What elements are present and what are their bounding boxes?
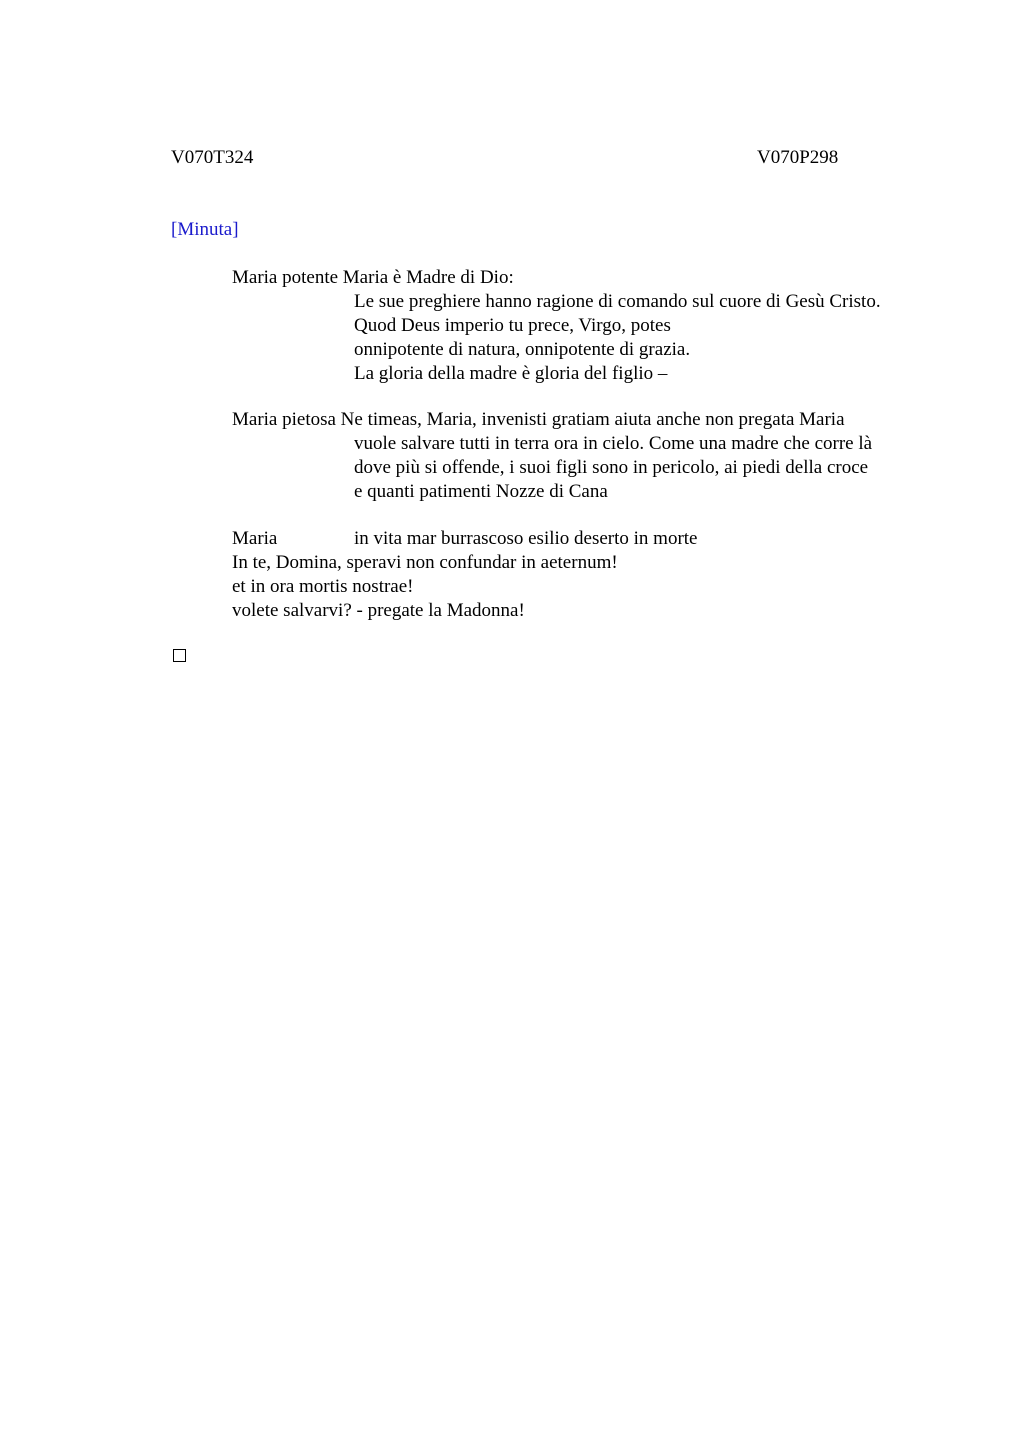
block-lead-line: Maria potente Maria è Madre di Dio: xyxy=(232,267,514,288)
block-line: Quod Deus imperio tu prece, Virgo, potes xyxy=(354,315,671,336)
block-line: In te, Domina, speravi non confundar in aeternum! xyxy=(232,552,618,573)
block-line: et in ora mortis nostrae! xyxy=(232,576,414,597)
block-line: La gloria della madre è gloria del figlio – xyxy=(354,363,668,384)
block-label: Maria xyxy=(232,528,278,549)
block-line: in vita mar burrascoso esilio deserto in morte xyxy=(354,528,698,549)
block-line: onnipotente di natura, onnipotente di grazia. xyxy=(354,339,691,360)
block-line: dove più si offende, i suoi figli sono in pericolo, ai piedi della croce xyxy=(354,457,869,478)
document-code-left: V070T324 xyxy=(171,147,254,168)
block-lead-line: Maria pietosa Ne timeas, Maria, invenisti gratiam aiuta anche non pregata Maria xyxy=(232,409,845,430)
block-line: vuole salvare tutti in terra ora in cielo. Come una madre che corre là xyxy=(354,433,873,454)
checkbox-square-icon xyxy=(173,649,186,662)
block-line: e quanti patimenti Nozze di Cana xyxy=(354,481,608,502)
document-code-right: V070P298 xyxy=(757,147,839,168)
block-line: volete salvarvi? - pregate la Madonna! xyxy=(232,600,525,621)
section-label: [Minuta] xyxy=(171,219,239,240)
block-line: Le sue preghiere hanno ragione di comando sul cuore di Gesù Cristo. xyxy=(354,291,881,312)
